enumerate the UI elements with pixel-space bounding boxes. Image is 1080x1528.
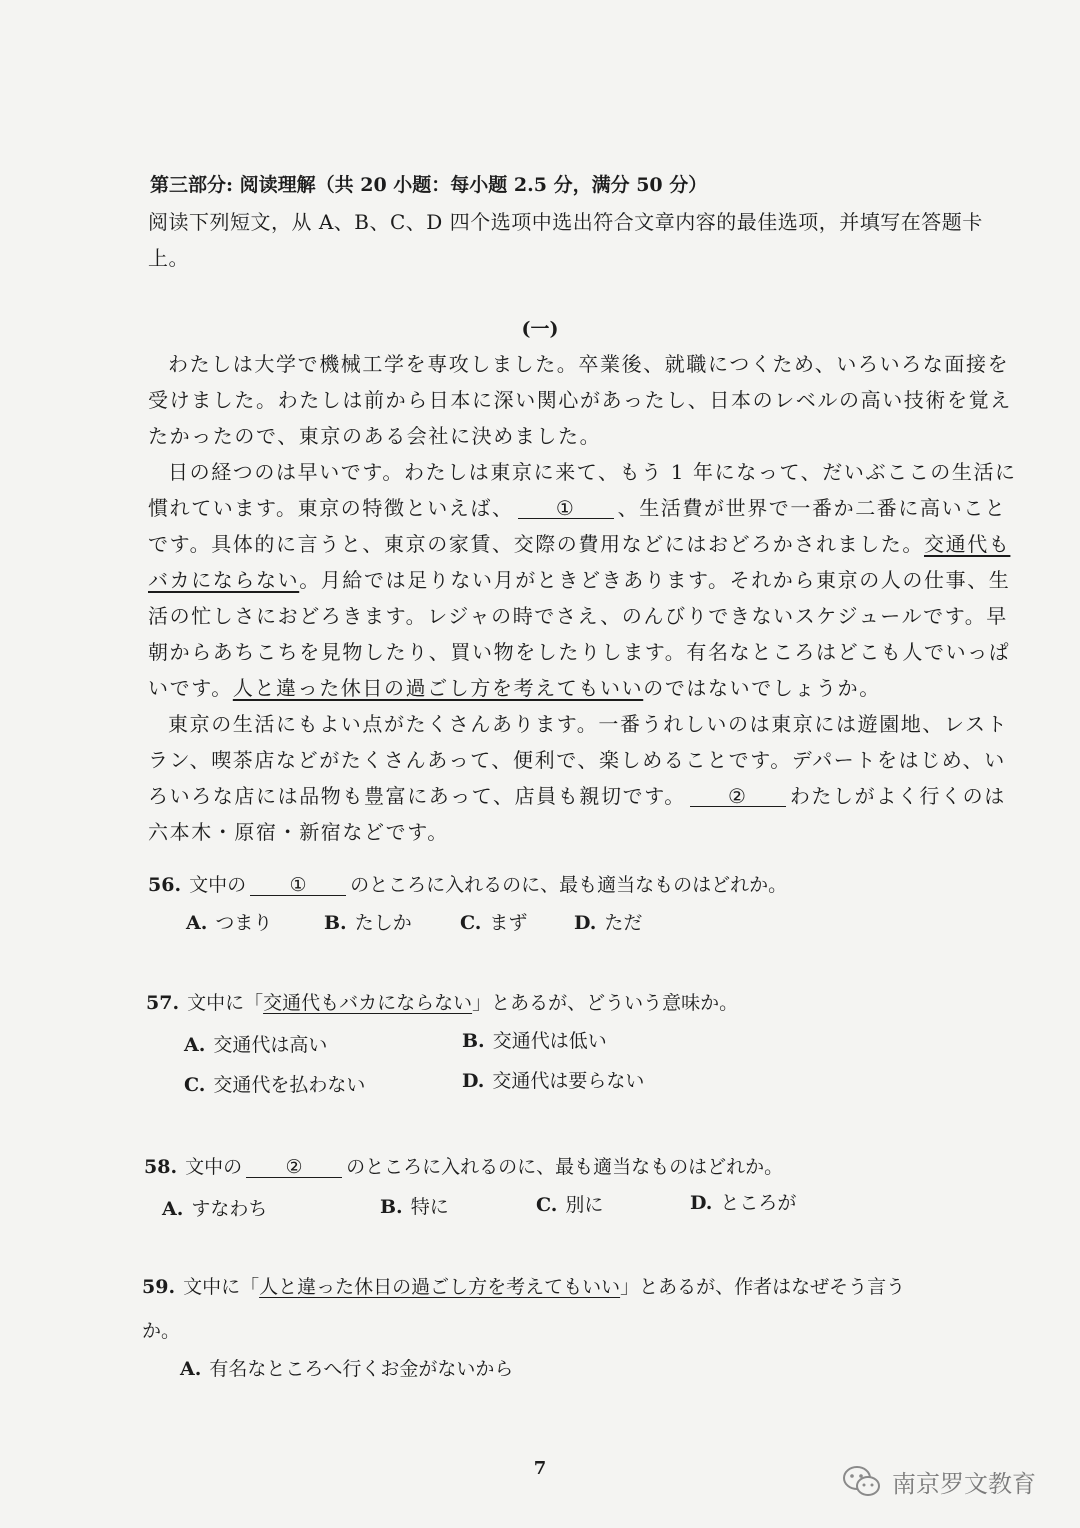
option-text: 交通代を払わない — [213, 1074, 366, 1096]
option-56-d[interactable] — [574, 908, 642, 935]
option-text: 交通代は低い — [492, 1030, 607, 1052]
passage-text: です。具体的に言うと、東京の家賃、交際の費用などにはおどろかされました。 — [148, 532, 924, 556]
question-59 — [142, 1272, 905, 1299]
passage-line: 活の忙しさにおどろきます。レジャの時でさえ、のんびりできないスケジュールです。早 — [148, 604, 1008, 628]
option-letter: D. — [462, 1070, 485, 1092]
passage-line: わたしは大学で機械工学を専攻しました。卒業後、就職につくため、いろいろな面接を — [168, 352, 1010, 376]
wechat-icon — [842, 1465, 882, 1499]
passage-text: 慣れています。東京の特徴といえば、 — [148, 496, 514, 520]
passage-line — [148, 564, 1010, 593]
option-58-d[interactable] — [690, 1188, 796, 1215]
question-number: 59. — [142, 1276, 176, 1298]
option-letter: B. — [462, 1030, 485, 1052]
question-number: 56. — [148, 874, 182, 896]
passage-text: いです。 — [148, 676, 233, 700]
section-heading: 第三部分: 阅读理解（共 20 小题：每小题 2.5 分，满分 50 分） — [150, 174, 708, 196]
option-text: 別に — [565, 1194, 604, 1216]
underlined-phrase-2: 人と違った休日の過ごし方を考えてもいい — [232, 676, 644, 700]
option-56-a[interactable] — [186, 908, 272, 935]
option-text: まず — [489, 912, 528, 934]
option-letter: C. — [184, 1074, 206, 1096]
passage-line: 朝からあちこちを見物したり、買い物をしたりします。有名なところはどこも人でいっぱ — [148, 640, 1011, 664]
option-text: つまり — [215, 912, 273, 934]
option-57-c[interactable] — [184, 1070, 365, 1097]
question-59-continued: か。 — [142, 1320, 181, 1342]
option-56-c[interactable] — [460, 908, 527, 935]
passage-section-label: (一) — [521, 318, 559, 340]
question-blank: ② — [246, 1157, 342, 1178]
question-stem: 」とあるが、どういう意味か。 — [472, 992, 739, 1014]
passage-line: 東京の生活にもよい点がたくさんあります。一番うれしいのは東京には遊園地、レスト — [168, 712, 1009, 736]
option-letter: C. — [536, 1194, 558, 1216]
question-stem: 文中に「 — [183, 1276, 260, 1298]
question-stem: 文中に「 — [187, 992, 264, 1014]
option-letter: C. — [460, 912, 482, 934]
passage-line: たかったので、東京のある会社に決めました。 — [148, 424, 602, 448]
instruction-text: 阅读下列短文，从 A、B、C、D 四个选项中选出符合文章内容的最佳选项，并填写在答题卡上。 — [148, 210, 983, 270]
question-57 — [146, 988, 738, 1015]
option-57-b[interactable] — [462, 1026, 607, 1053]
page-number: 7 — [533, 1458, 547, 1479]
option-56-b[interactable] — [324, 908, 412, 935]
option-letter: B. — [324, 912, 347, 934]
option-59-a[interactable] — [180, 1354, 513, 1381]
option-58-b[interactable] — [380, 1192, 449, 1219]
option-text: 特に — [410, 1196, 449, 1218]
passage-text: わたしがよく行くのは — [789, 784, 1006, 808]
question-stem: のところに入れるのに、最も適当なものはどれか。 — [346, 1156, 784, 1178]
question-stem: 」とあるが、作者はなぜそう言う — [620, 1276, 906, 1298]
option-57-d[interactable] — [462, 1066, 644, 1093]
option-57-a[interactable] — [184, 1030, 327, 1057]
passage-text: のではないでしょうか。 — [643, 676, 881, 700]
underlined-phrase-1a: 交通代も — [924, 532, 1011, 556]
question-quote: 交通代もバカにならない — [263, 992, 473, 1014]
watermark — [842, 1464, 1036, 1499]
option-text: 交通代は要らない — [492, 1070, 645, 1092]
question-stem: 文中の — [185, 1156, 243, 1178]
option-letter: B. — [380, 1196, 403, 1218]
passage-line — [148, 492, 1006, 521]
option-text: ところが — [720, 1192, 797, 1214]
passage-line: 日の経つのは早いです。わたしは東京に来て、もう 1 年になって、だいぶここの生活に — [168, 460, 1017, 484]
option-letter: A. — [162, 1198, 184, 1220]
passage-line — [148, 672, 881, 701]
option-text: たしか — [354, 912, 412, 934]
option-letter: D. — [574, 912, 597, 934]
question-stem: 文中の — [189, 874, 247, 896]
option-letter: A. — [180, 1358, 202, 1380]
option-text: すなわち — [191, 1198, 268, 1220]
question-number: 57. — [146, 992, 180, 1014]
passage-text: 。月給では足りない月がときどきあります。それから東京の人の仕事、生 — [299, 568, 1011, 592]
question-blank: ① — [250, 875, 346, 896]
option-text: ただ — [604, 912, 643, 934]
blank-1: ① — [518, 498, 614, 519]
question-56 — [148, 870, 787, 897]
passage-line — [148, 780, 1006, 809]
option-letter: A. — [184, 1034, 206, 1056]
blank-2: ② — [690, 786, 786, 807]
underlined-phrase-1b: バカにならない — [148, 568, 300, 592]
question-number: 58. — [144, 1156, 178, 1178]
passage-text: 、生活費が世界で一番か二番に高いこと — [617, 496, 1007, 520]
passage-line: ラン、喫茶店などがたくさんあって、便利で、楽しめることです。デパートをはじめ、い — [148, 748, 1006, 772]
question-stem: のところに入れるのに、最も適当なものはどれか。 — [350, 874, 788, 896]
option-58-c[interactable] — [536, 1190, 603, 1217]
question-quote: 人と違った休日の過ごし方を考えてもいい — [259, 1276, 621, 1298]
option-58-a[interactable] — [162, 1194, 267, 1221]
option-letter: A. — [186, 912, 208, 934]
passage-line — [148, 528, 1010, 557]
passage-text: ろいろな店には品物も豊富にあって、店員も親切です。 — [148, 784, 686, 808]
option-letter: D. — [690, 1192, 713, 1214]
passage-line: 六本木・原宿・新宿などです。 — [148, 820, 449, 844]
passage-line: 受けました。わたしは前から日本に深い関心があったし、日本のレベルの高い技術を覚え — [148, 388, 1012, 412]
question-58 — [144, 1152, 783, 1179]
option-text: 有名なところへ行くお金がないから — [209, 1358, 514, 1380]
watermark-text: 南京罗文教育 — [892, 1470, 1036, 1498]
option-text: 交通代は高い — [213, 1034, 328, 1056]
